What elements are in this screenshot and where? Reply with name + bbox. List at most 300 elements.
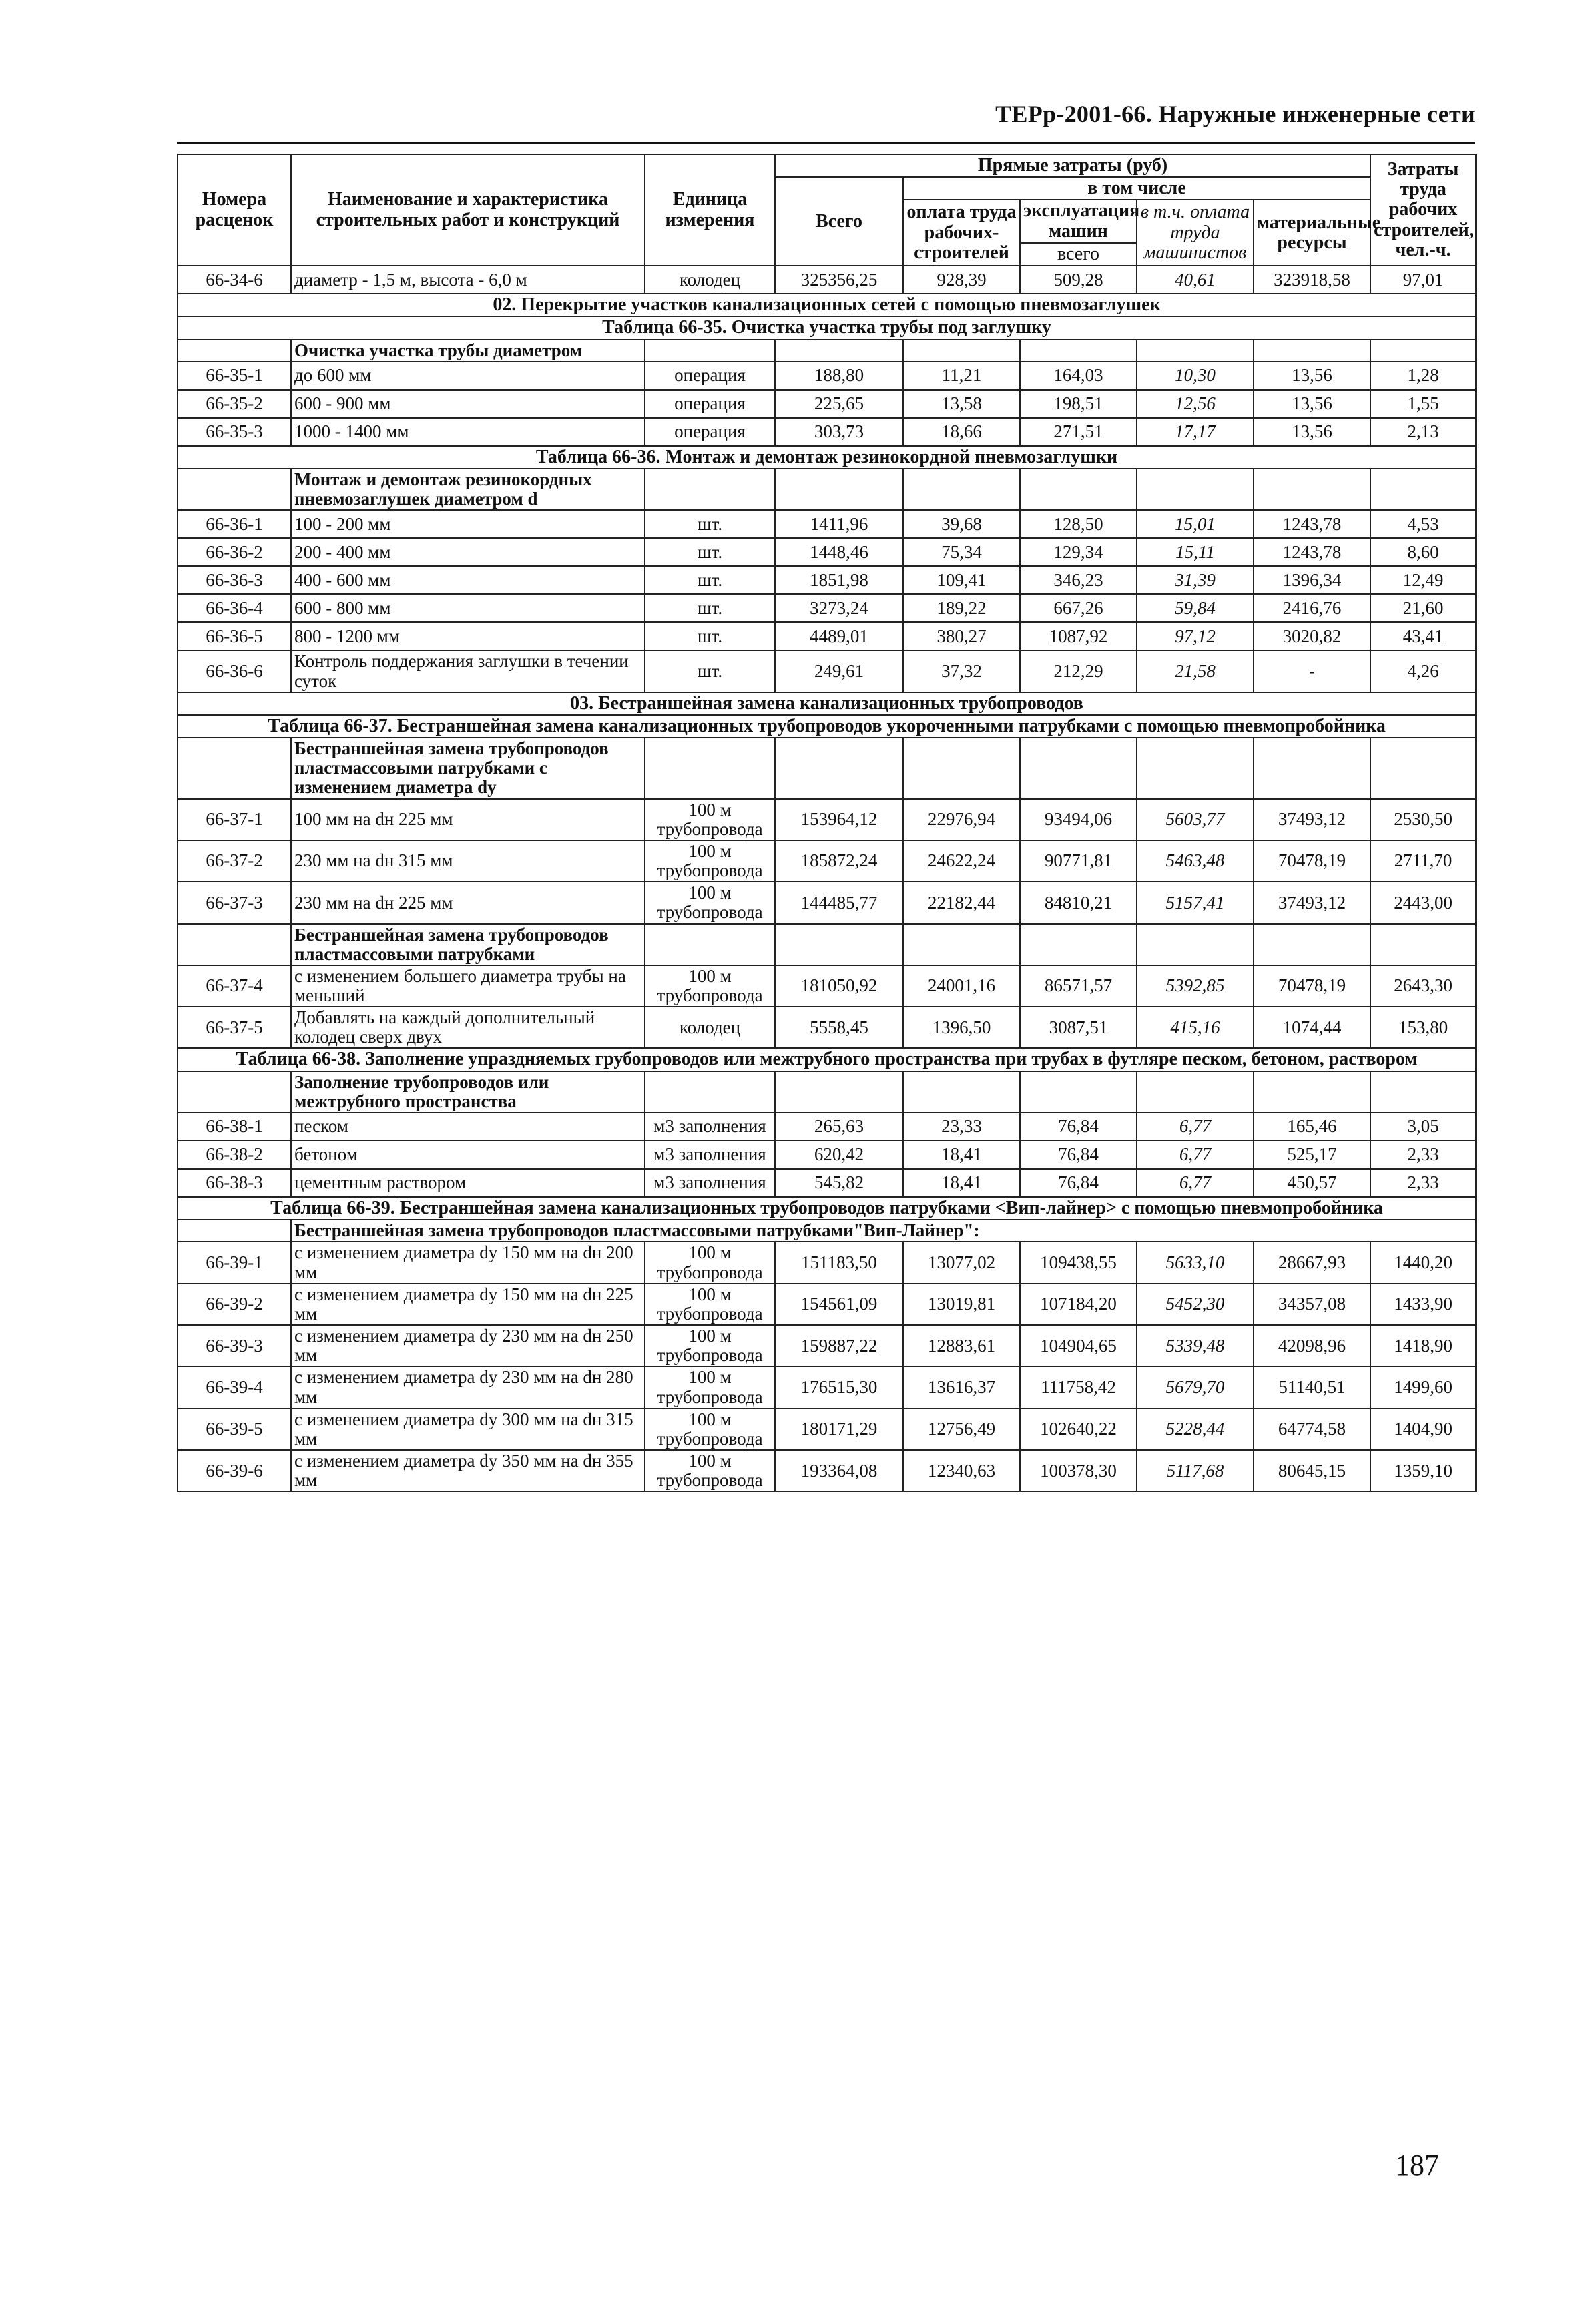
labor-cell: 21,60: [1370, 594, 1476, 622]
empty-cell: [178, 1220, 291, 1242]
total-cell: 188,80: [775, 362, 903, 390]
section-row: [178, 294, 1476, 316]
work-name: бетоном: [291, 1141, 645, 1169]
header-incl: в том числе: [903, 177, 1370, 200]
group-title: Заполнение трубопроводов или межтрубного пространства: [291, 1071, 645, 1113]
machine-wage-cell: 5633,10: [1137, 1242, 1254, 1283]
header-direct-costs: Прямые затраты (руб): [775, 154, 1370, 177]
machine-wage-cell: 5603,77: [1137, 799, 1254, 840]
empty-cell: [1254, 738, 1370, 798]
table-row: [178, 622, 1476, 650]
machine-cell: 129,34: [1020, 538, 1137, 566]
empty-cell: [1137, 469, 1254, 510]
labor-cell: 153,80: [1370, 1007, 1476, 1048]
materials-cell: 1243,78: [1254, 538, 1370, 566]
work-name: 230 мм на dн 315 мм: [291, 840, 645, 882]
labor-cell: 97,01: [1370, 266, 1476, 294]
table-row: [178, 1366, 1476, 1408]
labor-cell: 3,05: [1370, 1113, 1476, 1141]
empty-cell: [775, 924, 903, 965]
unit-cell: шт.: [645, 650, 775, 692]
labor-cell: 2643,30: [1370, 965, 1476, 1007]
labor-cell: 1433,90: [1370, 1284, 1476, 1325]
materials-cell: 70478,19: [1254, 840, 1370, 882]
unit-cell: 100 м трубопровода: [645, 799, 775, 840]
machine-wage-cell: 415,16: [1137, 1007, 1254, 1048]
labor-cell: 4,26: [1370, 650, 1476, 692]
machine-wage-cell: 17,17: [1137, 418, 1254, 446]
materials-cell: -: [1254, 650, 1370, 692]
rate-code: 66-35-1: [178, 362, 291, 390]
machine-wage-cell: 6,77: [1137, 1141, 1254, 1169]
work-name: диаметр - 1,5 м, высота - 6,0 м: [291, 266, 645, 294]
empty-cell: [1370, 738, 1476, 798]
rate-code: 66-37-2: [178, 840, 291, 882]
machine-cell: 271,51: [1020, 418, 1137, 446]
unit-cell: 100 м трубопровода: [645, 840, 775, 882]
materials-cell: 13,56: [1254, 362, 1370, 390]
machine-cell: 102640,22: [1020, 1409, 1137, 1450]
machine-wage-cell: 5339,48: [1137, 1325, 1254, 1366]
section-title: Таблица 66-35. Очистка участка трубы под заглушку: [178, 316, 1476, 339]
total-cell: 153964,12: [775, 799, 903, 840]
wage-cell: 11,21: [903, 362, 1020, 390]
wage-cell: 22182,44: [903, 882, 1020, 923]
materials-cell: 70478,19: [1254, 965, 1370, 1007]
materials-cell: 1396,34: [1254, 566, 1370, 594]
work-name: песком: [291, 1113, 645, 1141]
empty-cell: [645, 924, 775, 965]
unit-cell: 100 м трубопровода: [645, 1242, 775, 1283]
unit-cell: м3 заполнения: [645, 1141, 775, 1169]
section-row: [178, 316, 1476, 339]
machine-cell: 128,50: [1020, 510, 1137, 538]
machine-cell: 346,23: [1020, 566, 1137, 594]
unit-cell: 100 м трубопровода: [645, 1450, 775, 1491]
work-name: 200 - 400 мм: [291, 538, 645, 566]
total-cell: 185872,24: [775, 840, 903, 882]
work-name: Добавлять на каждый дополнительный колодец сверх двух: [291, 1007, 645, 1048]
wage-cell: 24001,16: [903, 965, 1020, 1007]
total-cell: 249,61: [775, 650, 903, 692]
machine-wage-cell: 5228,44: [1137, 1409, 1254, 1450]
machine-wage-cell: 15,11: [1137, 538, 1254, 566]
section-title: Таблица 66-38. Заполнение упраздняемых грубопроводов или межтрубного пространства при трубах в футляре песком, бетоном, раствором: [178, 1048, 1476, 1071]
labor-cell: 43,41: [1370, 622, 1476, 650]
labor-cell: 12,49: [1370, 566, 1476, 594]
labor-cell: 1440,20: [1370, 1242, 1476, 1283]
group-title: Монтаж и демонтаж резинокордных пневмозаглушек диаметром d: [291, 469, 645, 510]
rate-code: 66-39-3: [178, 1325, 291, 1366]
rate-code: 66-39-2: [178, 1284, 291, 1325]
total-cell: 159887,22: [775, 1325, 903, 1366]
wage-cell: 18,66: [903, 418, 1020, 446]
materials-cell: 51140,51: [1254, 1366, 1370, 1408]
group-title: Бестраншейная замена трубопроводов пластмассовыми патрубками"Вип-Лайнер":: [291, 1220, 1476, 1242]
rate-code: 66-36-5: [178, 622, 291, 650]
table-row: [178, 799, 1476, 840]
total-cell: 5558,45: [775, 1007, 903, 1048]
empty-cell: [1137, 1071, 1254, 1113]
machine-wage-cell: 6,77: [1137, 1113, 1254, 1141]
work-name: 100 - 200 мм: [291, 510, 645, 538]
total-cell: 225,65: [775, 390, 903, 418]
wage-cell: 75,34: [903, 538, 1020, 566]
wage-cell: 13077,02: [903, 1242, 1020, 1283]
rate-code: 66-39-1: [178, 1242, 291, 1283]
header-unit: Единица измерения: [645, 154, 775, 266]
work-name: 600 - 900 мм: [291, 390, 645, 418]
empty-cell: [1137, 738, 1254, 798]
wage-cell: 928,39: [903, 266, 1020, 294]
wage-cell: 24622,24: [903, 840, 1020, 882]
materials-cell: 3020,82: [1254, 622, 1370, 650]
machine-cell: 76,84: [1020, 1113, 1137, 1141]
header-machine: эксплуатация машин: [1020, 200, 1137, 242]
empty-cell: [1370, 1071, 1476, 1113]
empty-cell: [775, 1071, 903, 1113]
work-name: 800 - 1200 мм: [291, 622, 645, 650]
labor-cell: 4,53: [1370, 510, 1476, 538]
empty-cell: [178, 340, 291, 362]
table-row: [178, 594, 1476, 622]
machine-cell: 84810,21: [1020, 882, 1137, 923]
unit-cell: операция: [645, 418, 775, 446]
materials-cell: 34357,08: [1254, 1284, 1370, 1325]
machine-wage-cell: 12,56: [1137, 390, 1254, 418]
header-materials: материальные ресурсы: [1254, 200, 1370, 266]
unit-cell: колодец: [645, 1007, 775, 1048]
cost-table: [177, 154, 1477, 1492]
empty-cell: [1254, 469, 1370, 510]
materials-cell: 64774,58: [1254, 1409, 1370, 1450]
work-name: 1000 - 1400 мм: [291, 418, 645, 446]
table-row: [178, 566, 1476, 594]
empty-cell: [1370, 340, 1476, 362]
unit-cell: шт.: [645, 594, 775, 622]
empty-cell: [178, 924, 291, 965]
machine-cell: 3087,51: [1020, 1007, 1137, 1048]
wage-cell: 12340,63: [903, 1450, 1020, 1491]
work-name: с изменением диаметра dy 230 мм на dн 280 мм: [291, 1366, 645, 1408]
empty-cell: [1254, 924, 1370, 965]
total-cell: 176515,30: [775, 1366, 903, 1408]
total-cell: 3273,24: [775, 594, 903, 622]
header-wage: оплата труда рабочих-строителей: [903, 200, 1020, 266]
table-row: [178, 510, 1476, 538]
labor-cell: 2530,50: [1370, 799, 1476, 840]
work-name: с изменением диаметра dy 300 мм на dн 315 мм: [291, 1409, 645, 1450]
machine-cell: 109438,55: [1020, 1242, 1137, 1283]
empty-cell: [1137, 340, 1254, 362]
unit-cell: шт.: [645, 622, 775, 650]
work-name: с изменением большего диаметра трубы на меньший: [291, 965, 645, 1007]
table-row: [178, 1409, 1476, 1450]
wage-cell: 39,68: [903, 510, 1020, 538]
unit-cell: шт.: [645, 538, 775, 566]
work-name: 100 мм на dн 225 мм: [291, 799, 645, 840]
empty-cell: [1020, 924, 1137, 965]
table-row: [178, 1169, 1476, 1197]
work-name: Контроль поддержания заглушки в течении суток: [291, 650, 645, 692]
wage-cell: 13616,37: [903, 1366, 1020, 1408]
wage-cell: 13,58: [903, 390, 1020, 418]
wage-cell: 12883,61: [903, 1325, 1020, 1366]
rate-code: 66-39-6: [178, 1450, 291, 1491]
unit-cell: 100 м трубопровода: [645, 1325, 775, 1366]
machine-cell: 100378,30: [1020, 1450, 1137, 1491]
labor-cell: 8,60: [1370, 538, 1476, 566]
header-name: Наименование и характеристика строительных работ и конструкций: [291, 154, 645, 266]
table-header: [178, 154, 1476, 266]
wage-cell: 18,41: [903, 1169, 1020, 1197]
empty-cell: [645, 340, 775, 362]
unit-cell: шт.: [645, 510, 775, 538]
materials-cell: 525,17: [1254, 1141, 1370, 1169]
labor-cell: 1,28: [1370, 362, 1476, 390]
empty-cell: [1254, 340, 1370, 362]
total-cell: 193364,08: [775, 1450, 903, 1491]
machine-cell: 104904,65: [1020, 1325, 1137, 1366]
empty-cell: [645, 469, 775, 510]
rate-code: 66-36-2: [178, 538, 291, 566]
total-cell: 1851,98: [775, 566, 903, 594]
rate-code: 66-37-5: [178, 1007, 291, 1048]
machine-wage-cell: 97,12: [1137, 622, 1254, 650]
machine-cell: 164,03: [1020, 362, 1137, 390]
materials-cell: 28667,93: [1254, 1242, 1370, 1283]
total-cell: 1448,46: [775, 538, 903, 566]
rate-code: 66-38-3: [178, 1169, 291, 1197]
wage-cell: 189,22: [903, 594, 1020, 622]
materials-cell: 37493,12: [1254, 799, 1370, 840]
total-cell: 144485,77: [775, 882, 903, 923]
group-title: Очистка участка трубы диаметром: [291, 340, 645, 362]
table-row: [178, 1113, 1476, 1141]
machine-wage-cell: 15,01: [1137, 510, 1254, 538]
group-row: [178, 924, 1476, 965]
empty-cell: [903, 469, 1020, 510]
materials-cell: 13,56: [1254, 390, 1370, 418]
header-machine-wage: в т.ч. оплата труда машинистов: [1137, 200, 1254, 266]
machine-wage-cell: 5157,41: [1137, 882, 1254, 923]
labor-cell: 1,55: [1370, 390, 1476, 418]
empty-cell: [903, 738, 1020, 798]
materials-cell: 450,57: [1254, 1169, 1370, 1197]
group-title: Бестраншейная замена трубопроводов пластмассовыми патрубками: [291, 924, 645, 965]
work-name: с изменением диаметра dy 350 мм на dн 355 мм: [291, 1450, 645, 1491]
machine-wage-cell: 59,84: [1137, 594, 1254, 622]
table-row: [178, 1325, 1476, 1366]
page-header-title: ТЕРр-2001-66. Наружные инженерные сети: [995, 101, 1475, 127]
empty-cell: [645, 738, 775, 798]
empty-cell: [1020, 1071, 1137, 1113]
wage-cell: 380,27: [903, 622, 1020, 650]
empty-cell: [903, 1071, 1020, 1113]
wage-cell: 22976,94: [903, 799, 1020, 840]
section-row: [178, 715, 1476, 738]
rate-code: 66-36-6: [178, 650, 291, 692]
empty-cell: [178, 469, 291, 510]
table-row: [178, 538, 1476, 566]
work-name: 230 мм на dн 225 мм: [291, 882, 645, 923]
wage-cell: 18,41: [903, 1141, 1020, 1169]
empty-cell: [775, 340, 903, 362]
unit-cell: 100 м трубопровода: [645, 1409, 775, 1450]
machine-cell: 107184,20: [1020, 1284, 1137, 1325]
work-name: с изменением диаметра dy 150 мм на dн 225 мм: [291, 1284, 645, 1325]
header-machine-total: всего: [1020, 243, 1137, 266]
unit-cell: 100 м трубопровода: [645, 882, 775, 923]
materials-cell: 80645,15: [1254, 1450, 1370, 1491]
group-title: Бестраншейная замена трубопроводов пластмассовыми патрубками с изменением диаметра dy: [291, 738, 645, 798]
table-row: [178, 650, 1476, 692]
work-name: 600 - 800 мм: [291, 594, 645, 622]
rate-code: 66-34-6: [178, 266, 291, 294]
machine-cell: 90771,81: [1020, 840, 1137, 882]
machine-wage-cell: 10,30: [1137, 362, 1254, 390]
group-row: [178, 1220, 1476, 1242]
work-name: до 600 мм: [291, 362, 645, 390]
unit-cell: 100 м трубопровода: [645, 1284, 775, 1325]
section-title: Таблица 66-37. Бестраншейная замена канализационных трубопроводов укороченными патрубками с помощью пневмопробойника: [178, 715, 1476, 738]
wage-cell: 13019,81: [903, 1284, 1020, 1325]
rate-code: 66-35-3: [178, 418, 291, 446]
rate-code: 66-36-3: [178, 566, 291, 594]
header-rule: [177, 142, 1475, 144]
machine-cell: 76,84: [1020, 1141, 1137, 1169]
machine-cell: 1087,92: [1020, 622, 1137, 650]
empty-cell: [903, 340, 1020, 362]
machine-wage-cell: 31,39: [1137, 566, 1254, 594]
table-row: [178, 390, 1476, 418]
work-name: с изменением диаметра dy 150 мм на dн 200 мм: [291, 1242, 645, 1283]
machine-wage-cell: 5117,68: [1137, 1450, 1254, 1491]
machine-wage-cell: 21,58: [1137, 650, 1254, 692]
total-cell: 1411,96: [775, 510, 903, 538]
wage-cell: 1396,50: [903, 1007, 1020, 1048]
table-row: [178, 362, 1476, 390]
table-body: [178, 266, 1476, 1491]
header-code: Номера расценок: [178, 154, 291, 266]
machine-wage-cell: 5463,48: [1137, 840, 1254, 882]
total-cell: 151183,50: [775, 1242, 903, 1283]
table-row: [178, 1450, 1476, 1491]
unit-cell: м3 заполнения: [645, 1113, 775, 1141]
labor-cell: 2443,00: [1370, 882, 1476, 923]
total-cell: 265,63: [775, 1113, 903, 1141]
wage-cell: 12756,49: [903, 1409, 1020, 1450]
section-title: Таблица 66-39. Бестраншейная замена канализационных трубопроводов патрубками <Вип-лайнер> с помощью пневмопробойника: [178, 1197, 1476, 1220]
unit-cell: м3 заполнения: [645, 1169, 775, 1197]
machine-cell: 509,28: [1020, 266, 1137, 294]
empty-cell: [1254, 1071, 1370, 1113]
rate-code: 66-36-4: [178, 594, 291, 622]
unit-cell: шт.: [645, 566, 775, 594]
work-name: с изменением диаметра dy 230 мм на dн 250 мм: [291, 1325, 645, 1366]
rate-code: 66-37-4: [178, 965, 291, 1007]
materials-cell: 42098,96: [1254, 1325, 1370, 1366]
empty-cell: [1370, 469, 1476, 510]
machine-cell: 667,26: [1020, 594, 1137, 622]
materials-cell: 37493,12: [1254, 882, 1370, 923]
machine-wage-cell: 5392,85: [1137, 965, 1254, 1007]
empty-cell: [1020, 738, 1137, 798]
machine-cell: 93494,06: [1020, 799, 1137, 840]
group-row: [178, 1071, 1476, 1113]
table-row: [178, 1141, 1476, 1169]
wage-cell: 23,33: [903, 1113, 1020, 1141]
rate-code: 66-35-2: [178, 390, 291, 418]
empty-cell: [1020, 340, 1137, 362]
machine-wage-cell: 5679,70: [1137, 1366, 1254, 1408]
materials-cell: 13,56: [1254, 418, 1370, 446]
empty-cell: [1137, 924, 1254, 965]
work-name: 400 - 600 мм: [291, 566, 645, 594]
wage-cell: 109,41: [903, 566, 1020, 594]
section-row: [178, 692, 1476, 715]
table-row: [178, 840, 1476, 882]
rate-code: 66-38-2: [178, 1141, 291, 1169]
page-number: 187: [1395, 2149, 1439, 2182]
total-cell: 303,73: [775, 418, 903, 446]
table-row: [178, 1284, 1476, 1325]
section-row: [178, 446, 1476, 469]
rate-code: 66-37-1: [178, 799, 291, 840]
rate-code: 66-38-1: [178, 1113, 291, 1141]
group-row: [178, 340, 1476, 362]
empty-cell: [178, 1071, 291, 1113]
machine-cell: 111758,42: [1020, 1366, 1137, 1408]
empty-cell: [775, 738, 903, 798]
materials-cell: 1074,44: [1254, 1007, 1370, 1048]
labor-cell: 1499,60: [1370, 1366, 1476, 1408]
materials-cell: 2416,76: [1254, 594, 1370, 622]
section-title: 02. Перекрытие участков канализационных сетей с помощью пневмозаглушек: [178, 294, 1476, 316]
empty-cell: [178, 738, 291, 798]
group-row: [178, 469, 1476, 510]
machine-cell: 86571,57: [1020, 965, 1137, 1007]
unit-cell: 100 м трубопровода: [645, 1366, 775, 1408]
section-title: Таблица 66-36. Монтаж и демонтаж резинокордной пневмозаглушки: [178, 446, 1476, 469]
section-row: [178, 1197, 1476, 1220]
labor-cell: 2,33: [1370, 1169, 1476, 1197]
total-cell: 620,42: [775, 1141, 903, 1169]
machine-wage-cell: 5452,30: [1137, 1284, 1254, 1325]
empty-cell: [903, 924, 1020, 965]
labor-cell: 2711,70: [1370, 840, 1476, 882]
total-cell: 545,82: [775, 1169, 903, 1197]
header-total: Всего: [775, 177, 903, 266]
labor-cell: 2,13: [1370, 418, 1476, 446]
machine-wage-cell: 40,61: [1137, 266, 1254, 294]
table-row: [178, 882, 1476, 923]
machine-cell: 76,84: [1020, 1169, 1137, 1197]
machine-wage-cell: 6,77: [1137, 1169, 1254, 1197]
total-cell: 154561,09: [775, 1284, 903, 1325]
total-cell: 181050,92: [775, 965, 903, 1007]
labor-cell: 1359,10: [1370, 1450, 1476, 1491]
empty-cell: [1020, 469, 1137, 510]
unit-cell: колодец: [645, 266, 775, 294]
table-row: [178, 1242, 1476, 1283]
group-row: [178, 738, 1476, 798]
work-name: цементным раствором: [291, 1169, 645, 1197]
labor-cell: 1418,90: [1370, 1325, 1476, 1366]
empty-cell: [645, 1071, 775, 1113]
total-cell: 325356,25: [775, 266, 903, 294]
rate-code: 66-39-4: [178, 1366, 291, 1408]
